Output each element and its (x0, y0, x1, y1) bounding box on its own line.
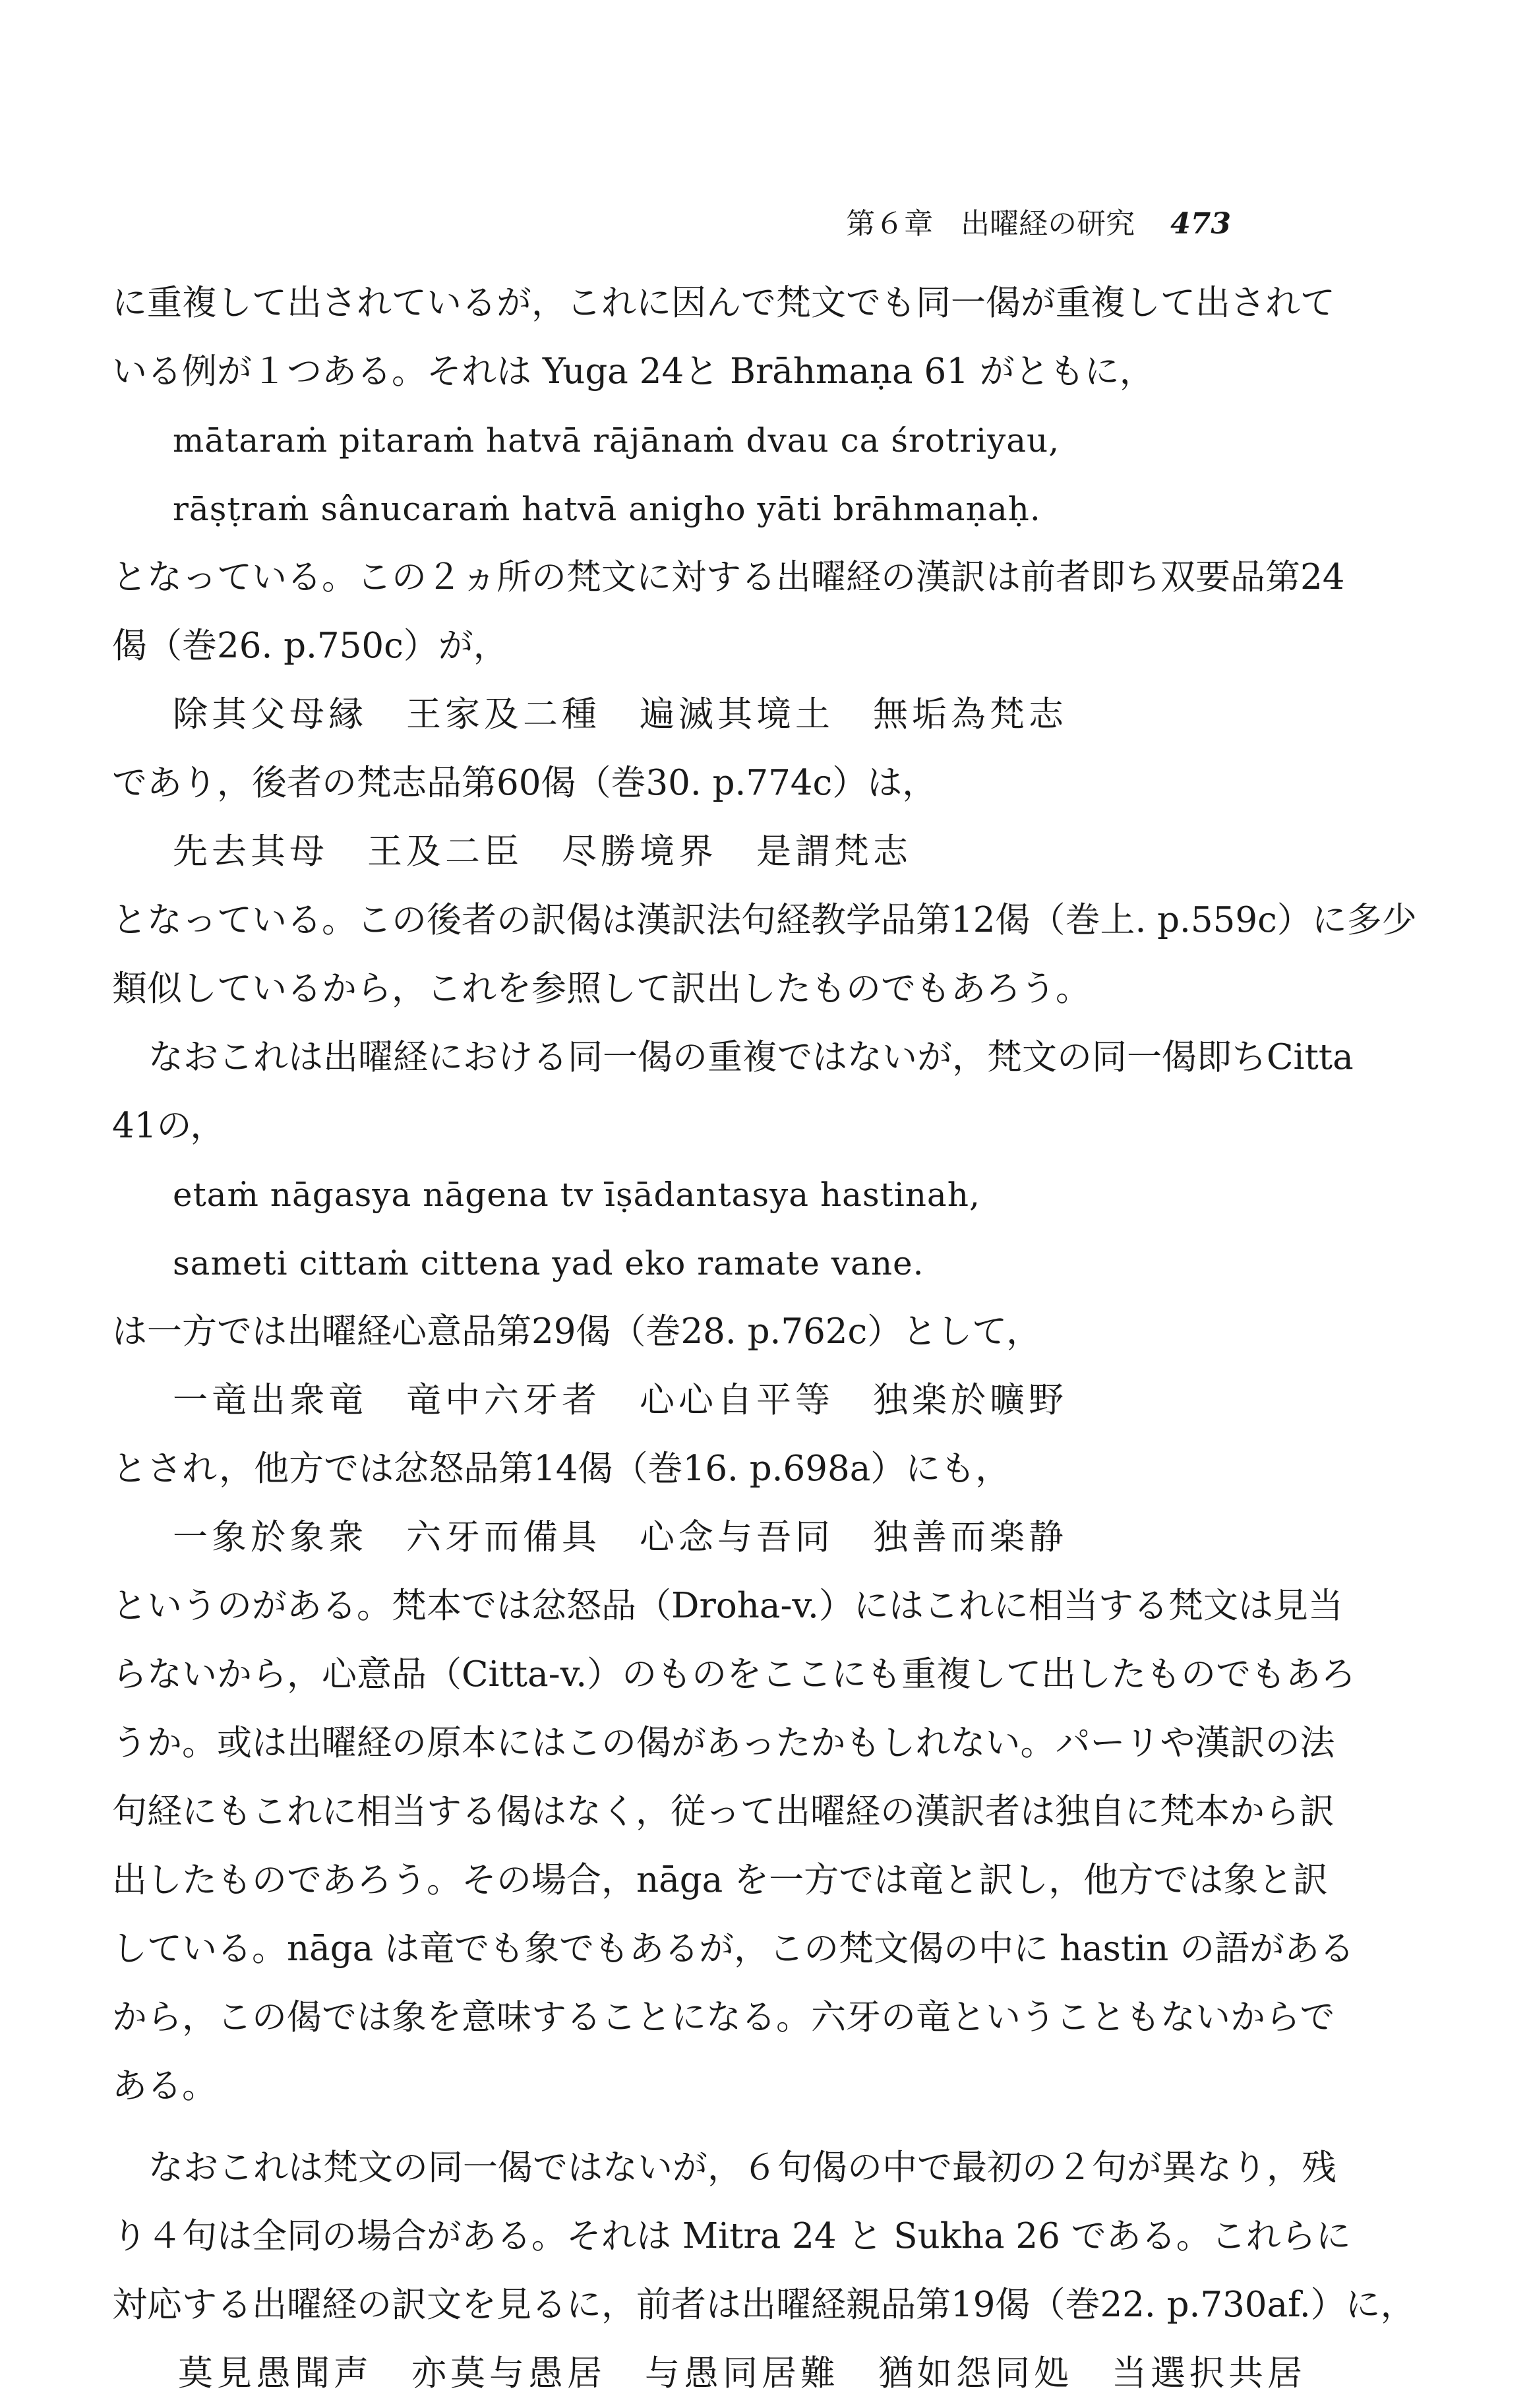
sanskrit-verse-line: sameti cittaṁ cittena yad eko ramate vane. (173, 1244, 924, 1282)
sanskrit-verse-line: mātaraṁ pitaraṁ hatvā rājānaṁ dvau ca śrotriyau, (173, 421, 1060, 460)
text-line: うか。或は出曜経の原本にはこの偈があったかもしれない。パーリや漢訳の法 (112, 1723, 1335, 1763)
text-line: であり，後者の梵志品第60偈（巻30. p.774c）は， (112, 763, 938, 803)
text-line: いる例が１つある。それは Yuga 24と Brāhmaṇa 61 がともに， (112, 351, 1155, 392)
text-line: となっている。この２ヵ所の梵文に対する出曜経の漢訳は前者即ち双要品第24 (112, 557, 1345, 597)
text-line: らないから，心意品（Citta-v.）のものをここにも重複して出したものでもあろ (112, 1654, 1356, 1695)
sanskrit-verse-line: etaṁ nāgasya nāgena tv īṣādantasya hastinah, (173, 1176, 980, 1214)
chapter-label: 第６章 (846, 207, 934, 241)
text-line: というのがある。梵本では忿怒品（Droha-v.）にはこれに相当する梵文は見当 (112, 1586, 1343, 1626)
running-header (846, 207, 1231, 241)
text-line: 類似しているから，これを参照して訳出したものでもあろう。 (112, 969, 1091, 1009)
text-line: 41の， (112, 1106, 225, 1146)
sanskrit-verse-line: rāṣṭraṁ sânucaraṁ hatvā anigho yāti brāhmaṇaḥ. (173, 490, 1041, 528)
text-line: は一方では出曜経心意品第29偈（巻28. p.762c）として， (112, 1311, 1042, 1352)
text-line: とされ，他方では忿怒品第14偈（巻16. p.698a）にも， (112, 1449, 1011, 1489)
chinese-verse-line: 除其父母縁 王家及二種 遍滅其境土 無垢為梵志 (173, 694, 1067, 735)
page-number: 473 (1170, 207, 1231, 241)
text-line: ある。 (112, 2066, 217, 2106)
text-line: に重複して出されているが，これに因んで梵文でも同一偈が重複して出されて (112, 283, 1335, 323)
text-line: 対応する出曜経の訳文を見るに，前者は出曜経親品第19偈（巻22. p.730af.）に， (112, 2285, 1416, 2325)
chinese-verse-line: 一象於象衆 六牙而備具 心念与吾同 独善而楽静 (173, 1517, 1067, 1557)
paragraph-start-line: なおこれは梵文の同一偈ではないが，６句偈の中で最初の２句が異なり，残 (148, 2148, 1336, 2188)
text-line: から，この偈では象を意味することになる。六牙の竜ということもないからで (112, 1997, 1335, 2037)
chinese-verse-line: 莫見愚聞声 亦莫与愚居 与愚同居難 猶如怨同処 当選択共居 (178, 2353, 1306, 2393)
text-line: 偈（巻26. p.750c）が， (112, 626, 508, 666)
text-line: となっている。この後者の訳偈は漢訳法句経教学品第12偈（巻上. p.559c）に多少 (112, 900, 1417, 940)
paragraph-start-line: なおこれは出曜経における同一偈の重複ではないが，梵文の同一偈即ちCitta (148, 1037, 1354, 1077)
text-line: 句経にもこれに相当する偈はなく，従って出曜経の漢訳者は独自に梵本から訳 (112, 1791, 1335, 1832)
text-line: している。nāga は竜でも象でもあるが，この梵文偈の中に hastin の語がある (112, 1929, 1355, 1969)
chapter-title: 出曜経の研究 (961, 207, 1135, 241)
chinese-verse-line: 一竜出衆竜 竜中六牙者 心心自平等 独楽於曠野 (173, 1380, 1067, 1420)
text-line: り４句は全同の場合がある。それは Mitra 24 と Sukha 26 である。これらに (112, 2216, 1351, 2256)
text-line: 出したものであろう。その場合，nāga を一方では竜と訳し，他方では象と訳 (112, 1860, 1329, 1900)
page-body (112, 269, 1417, 2408)
chinese-verse-line: 先去其母 王及二臣 尽勝境界 是謂梵志 (173, 831, 912, 872)
